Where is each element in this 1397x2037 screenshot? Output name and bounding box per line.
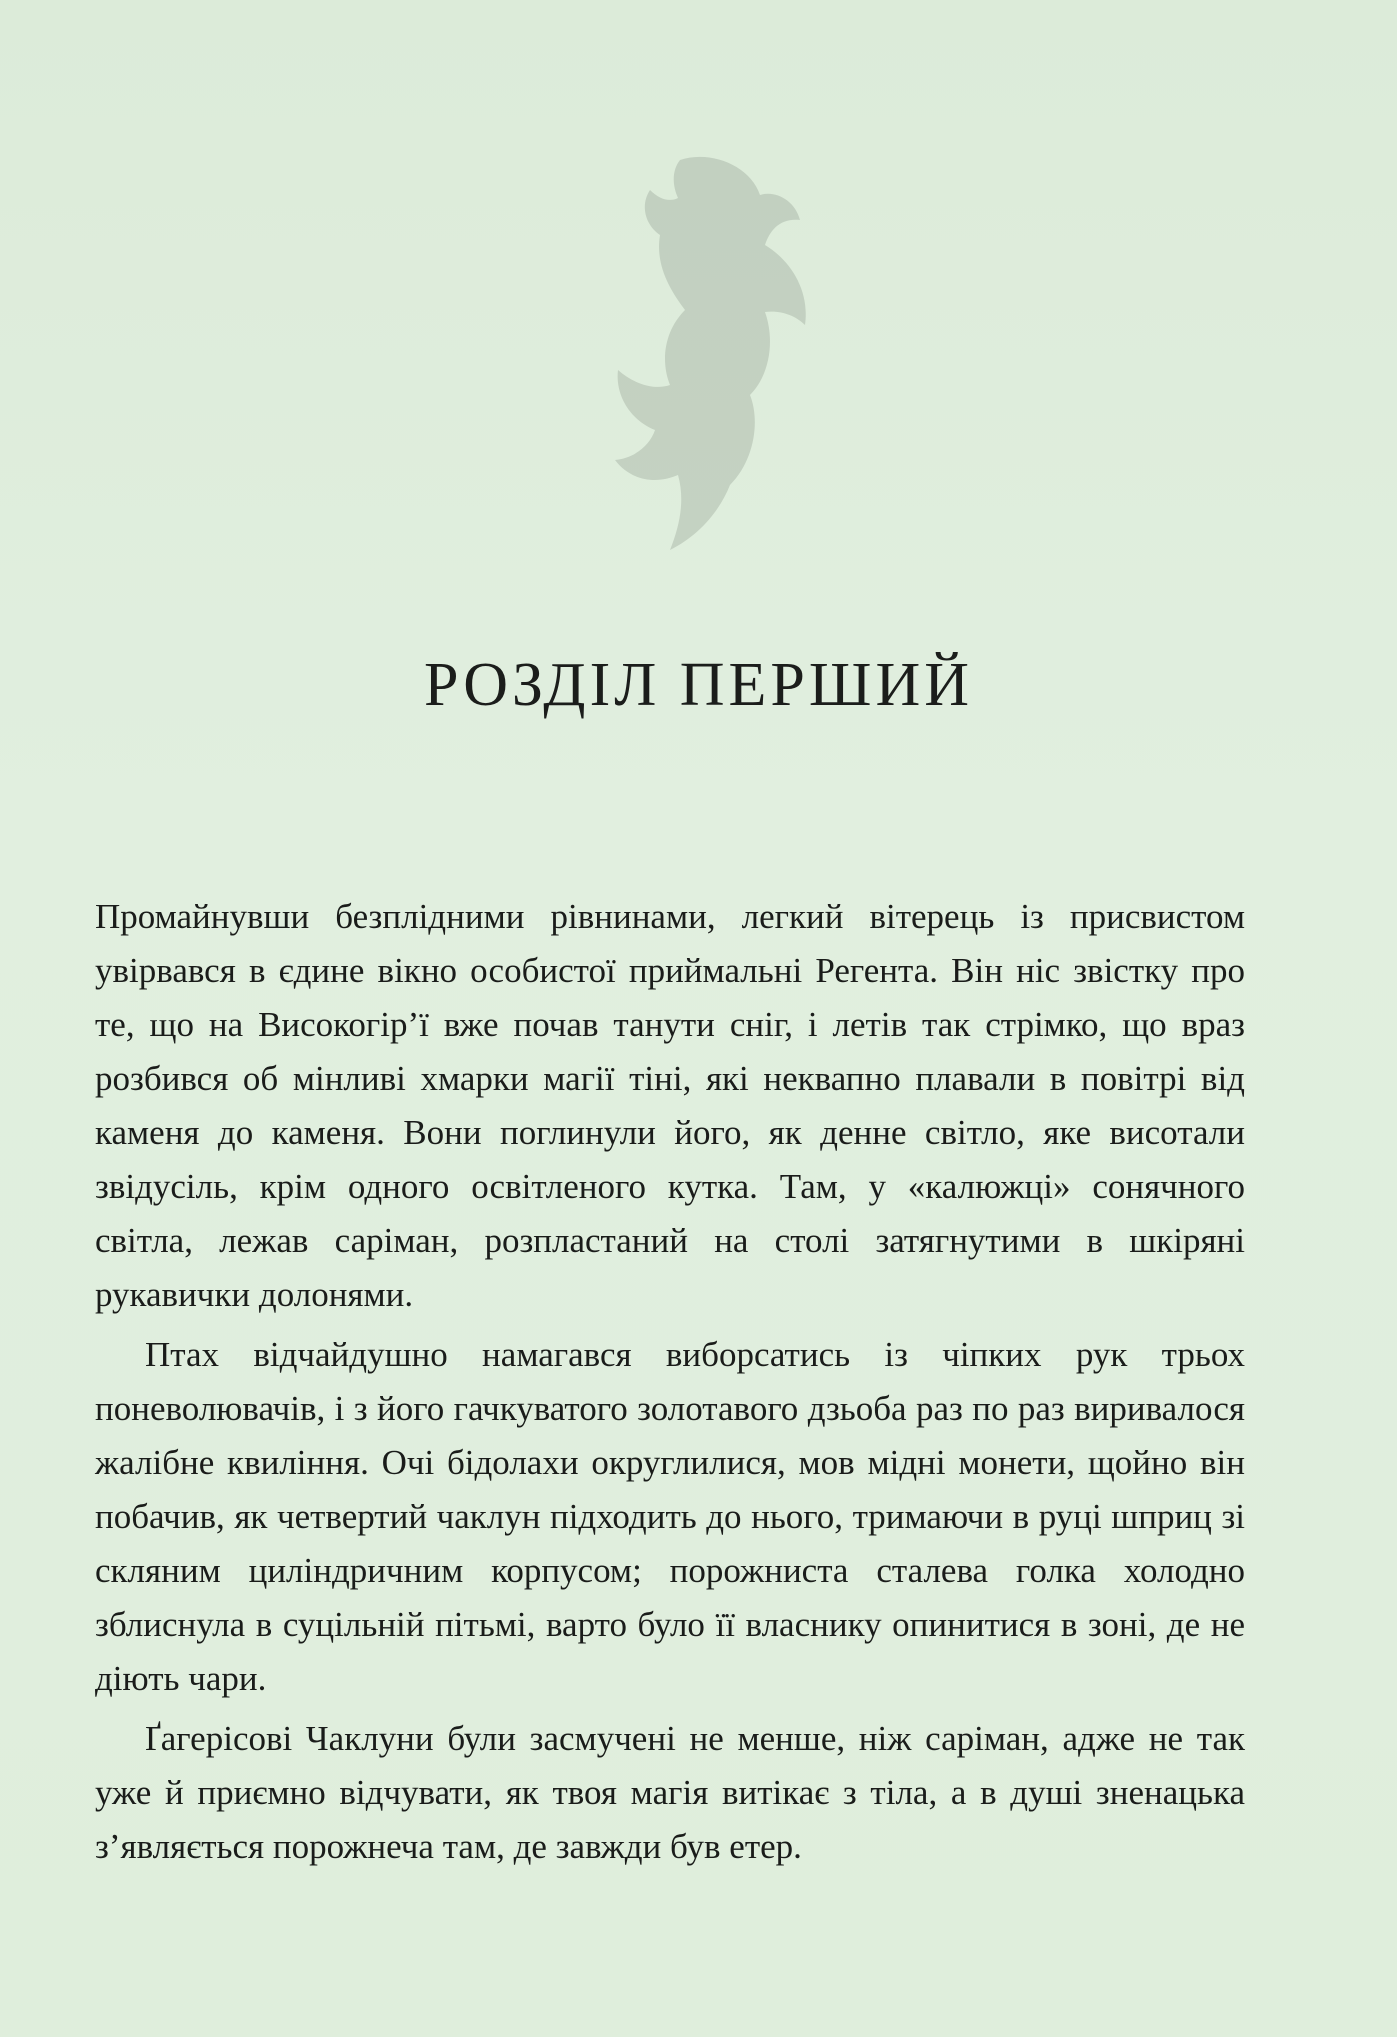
body-text: [95, 890, 1245, 1880]
chapter-title: РОЗДІЛ ПЕРШИЙ: [424, 651, 973, 719]
paragraph-1: Промайнувши безплідними рівнинами, легкий вітерець із присвистом увірвався в єдине вікно особистої приймальні Регента. Він ніс звістку про те, що на Високогір’ї вже почав танути сніг, і летів так стрімко, що враз розбився об мінливі хмарки магії тіні, які неквапно плавали в повітрі від каменя до каменя. Вони поглинули його, як денне світло, яке висотали звідусіль, крім одного освітленого кутка. Там, у «калюжці» сонячного світла, лежав саріман, розпластаний на столі затягнутими в шкіряні рукавички долонями.: [95, 897, 1245, 1314]
paragraph-3: Ґагерісові Чаклуни були засмучені не менше, ніж саріман, адже не так уже й приємно відчувати, як твоя магія витікає з тіла, а в душі зненацька з’являється порожнеча там, де завжди був етер.: [95, 1719, 1245, 1866]
paragraph-2: Птах відчайдушно намагався виборсатись із чіпких рук трьох поневолювачів, і з його гачкуватого золотавого дзьоба раз по раз виривалося жалібне квиління. Очі бідолахи округлилися, мов мідні монети, щойно він побачив, як четвертий чаклун підходить до нього, тримаючи в руці шприц зі скляним циліндричним корпусом; порожниста сталева голка холодно зблиснула в суцільній пітьмі, варто було її власнику опинитися в зоні, де не діють чари.: [95, 1335, 1245, 1698]
horse-emblem-icon: [560, 140, 830, 560]
